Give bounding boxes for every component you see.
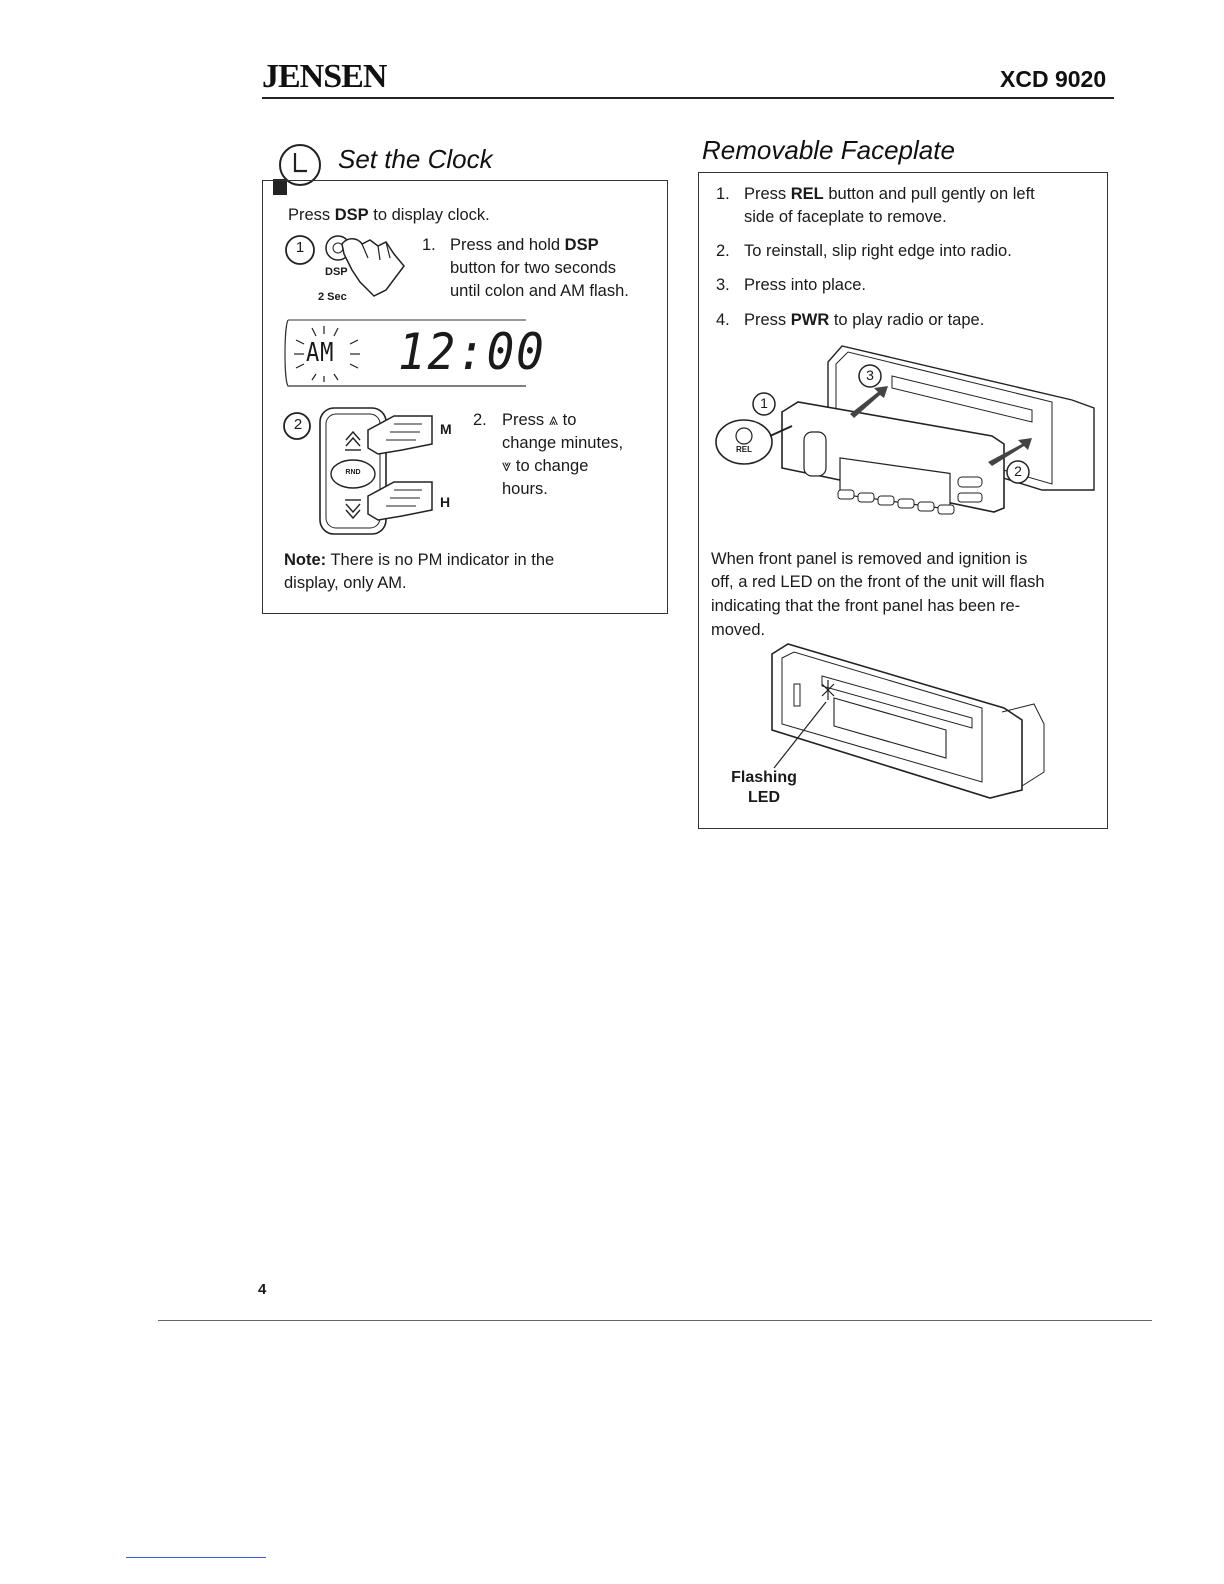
rel-button-label: REL (736, 445, 752, 454)
footer-underline (126, 1557, 266, 1558)
clock-step-1-line3: until colon and AM flash. (450, 282, 629, 300)
clock-step-2-line4: hours. (502, 480, 548, 498)
faceplate-step-1-line2: side of faceplate to remove. (744, 208, 947, 226)
time-adjust-illustration (282, 404, 462, 540)
step2-callout: 2 (293, 416, 303, 433)
clock-note: Note: There is no PM indicator in the (284, 551, 555, 569)
clock-step-2-number: 2. (473, 411, 487, 429)
faceplate-step-2-number: 2. (716, 242, 730, 260)
clock-note-line2: display, only AM. (284, 574, 407, 592)
led-paragraph-line3: indicating that the front panel has been re- (711, 597, 1021, 615)
clock-step-1-number: 1. (422, 236, 436, 254)
led-paragraph-line1: When front panel is removed and ignition is (711, 550, 1028, 568)
faceplate-title: Removable Faceplate (702, 135, 955, 165)
clock-step-2-line1: Press ⩓ to (502, 411, 577, 429)
header-divider (262, 97, 1114, 99)
hold-duration-label: 2 Sec (318, 291, 347, 303)
lcd-time-readout: 12:00 (398, 323, 546, 381)
set-clock-title: Set the Clock (338, 144, 493, 174)
clock-step-1-line1: Press and hold DSP (450, 236, 599, 254)
footer-divider (158, 1320, 1152, 1321)
led-paragraph-line4: moved. (711, 621, 766, 639)
hour-label: H (440, 494, 451, 510)
dsp-button-label: DSP (325, 266, 348, 278)
finger-press-icon (342, 239, 404, 296)
faceplate-step-1-number: 1. (716, 185, 730, 203)
faceplate-step-1: Press REL button and pull gently on left (744, 185, 1035, 203)
callout-3: 3 (866, 367, 874, 383)
callout-2: 2 (1014, 463, 1022, 479)
brand-logo: JENSEN (262, 58, 387, 95)
faceplate-step-4: Press PWR to play radio or tape. (744, 311, 985, 329)
flashing-led-label-line1: Flashing (731, 769, 797, 786)
flashing-led-label-line2: LED (748, 789, 780, 806)
rnd-button-label: RND (345, 469, 361, 476)
faceplate-removal-illustration (712, 340, 1098, 516)
page-number: 4 (258, 1281, 267, 1298)
faceplate-step-3: Press into place. (744, 276, 866, 294)
model-number: XCD 9020 (1000, 66, 1107, 92)
clock-step-2-line3: ⩔ to change (502, 457, 589, 475)
faceplate-step-2: To reinstall, slip right edge into radio. (744, 242, 1012, 260)
clock-step-2-line2: change minutes, (502, 434, 624, 452)
clock-step-1-line2: button for two seconds (450, 259, 617, 277)
lcd-am-indicator: AM (306, 338, 335, 368)
faceplate-step-3-number: 3. (716, 276, 730, 294)
led-paragraph-line2: off, a red LED on the front of the unit will flash (711, 573, 1045, 591)
set-clock-intro: Press DSP to display clock. (288, 206, 490, 224)
faceplate-step-4-number: 4. (716, 311, 730, 329)
callout-1: 1 (760, 395, 768, 411)
step1-callout: 1 (295, 239, 305, 256)
minute-label: M (440, 421, 452, 437)
